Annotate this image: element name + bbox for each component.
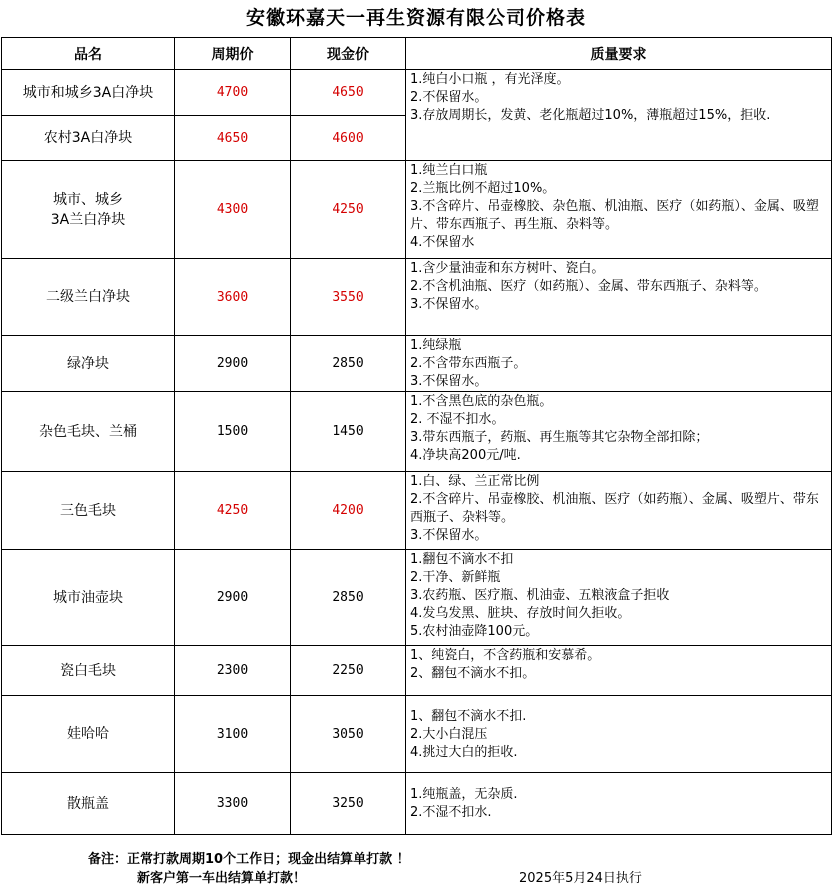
product-name-line: 二级兰白净块 bbox=[46, 289, 130, 305]
quality-requirements bbox=[406, 70, 832, 161]
product-name-line: 绿净块 bbox=[67, 355, 109, 372]
page-title: 安徽环嘉天一再生资源有限公司价格表 bbox=[245, 7, 586, 29]
footer-note-new-customer: 新客户第一车出结算单打款！ bbox=[137, 871, 307, 886]
header-cash-price: 现金价 bbox=[291, 38, 406, 70]
requirement-line: 1、纯瓷白，不含药瓶和安慕希。 bbox=[410, 648, 601, 663]
cash-price: 4650 bbox=[291, 70, 406, 116]
product-name-line: 散瓶盖 bbox=[67, 795, 109, 812]
cash-price: 1450 bbox=[291, 392, 406, 472]
product-name bbox=[2, 161, 175, 259]
cash-price: 2250 bbox=[291, 646, 406, 696]
footer bbox=[0, 840, 832, 893]
product-name bbox=[2, 550, 175, 646]
period-price: 3300 bbox=[175, 773, 291, 835]
quality-requirements bbox=[406, 472, 832, 550]
period-price: 3600 bbox=[175, 259, 291, 336]
requirement-line: 2.不湿不扣水. bbox=[410, 805, 492, 820]
requirement-line: 5.农村油壶降100元。 bbox=[410, 624, 539, 639]
requirement-line: 3.不含碎片、吊壶橡胶、杂色瓶、机油瓶、医疗（如药瓶）、金属、吸塑片、带东西瓶子、再生瓶、杂料等。 bbox=[410, 199, 819, 232]
footer-note-payment: 备注：正常打款周期10个工作日；现金出结算单打款 ！ bbox=[88, 852, 410, 867]
table-row bbox=[2, 550, 832, 646]
quality-requirements bbox=[406, 336, 832, 392]
cash-price: 3250 bbox=[291, 773, 406, 835]
table-row bbox=[2, 696, 832, 773]
cash-price: 3550 bbox=[291, 259, 406, 336]
product-name-line: 三色毛块 bbox=[60, 502, 116, 519]
requirement-line: 2.不含带东西瓶子。 bbox=[410, 356, 527, 371]
period-price: 4700 bbox=[175, 70, 291, 116]
requirement-line: 1.不含黑色底的杂色瓶。 bbox=[410, 394, 553, 409]
requirement-line: 2.不含机油瓶、医疗（如药瓶）、金属、带东西瓶子、杂料等。 bbox=[410, 279, 767, 294]
requirement-line: 2.干净、新鲜瓶 bbox=[410, 570, 501, 585]
requirement-line: 2.不含碎片、吊壶橡胶、机油瓶、医疗（如药瓶）、金属、吸塑片、带东西瓶子、杂料等。 bbox=[410, 492, 819, 525]
cash-price: 2850 bbox=[291, 336, 406, 392]
footer-effective-date: 2025年5月24日执行 bbox=[519, 871, 642, 886]
cash-price: 3050 bbox=[291, 696, 406, 773]
requirement-line: 1.纯绿瓶 bbox=[410, 338, 462, 353]
table-row bbox=[2, 336, 832, 392]
requirement-line: 4.发乌发黑、脏块、存放时间久拒收。 bbox=[410, 606, 631, 621]
period-price: 2900 bbox=[175, 336, 291, 392]
product-name-line: 娃哈哈 bbox=[67, 726, 109, 742]
price-table bbox=[1, 37, 832, 835]
table-row bbox=[2, 773, 832, 835]
requirement-line: 3.带东西瓶子，药瓶、再生瓶等其它杂物全部扣除； bbox=[410, 430, 709, 445]
period-price: 3100 bbox=[175, 696, 291, 773]
period-price: 2300 bbox=[175, 646, 291, 696]
quality-requirements bbox=[406, 259, 832, 336]
requirement-line: 1.纯瓶盖，无杂质. bbox=[410, 787, 518, 802]
quality-requirements bbox=[406, 392, 832, 472]
quality-requirements bbox=[406, 646, 832, 696]
table-row bbox=[2, 392, 832, 472]
product-name-line: 农村3A白净块 bbox=[43, 130, 133, 146]
product-name bbox=[2, 70, 175, 116]
requirement-line: 3.存放周期长，发黄、老化瓶超过10%，薄瓶超过15%，拒收. bbox=[410, 108, 771, 123]
product-name-line: 瓷白毛块 bbox=[60, 662, 116, 679]
requirement-line: 1.白、绿、兰正常比例 bbox=[410, 474, 540, 489]
requirement-line: 2、翻包不滴水不扣。 bbox=[410, 666, 536, 681]
requirement-line: 1.纯兰白口瓶 bbox=[410, 163, 488, 178]
product-name-line: 城市、城乡 bbox=[53, 191, 123, 208]
quality-requirements bbox=[406, 773, 832, 835]
table-body bbox=[2, 70, 832, 835]
period-price: 4650 bbox=[175, 116, 291, 161]
header-name: 品名 bbox=[2, 38, 175, 70]
product-name bbox=[2, 773, 175, 835]
table-row bbox=[2, 161, 832, 259]
product-name bbox=[2, 259, 175, 336]
product-name bbox=[2, 472, 175, 550]
quality-requirements bbox=[406, 696, 832, 773]
header-period-price: 周期价 bbox=[175, 38, 291, 70]
requirement-line: 1、翻包不滴水不扣. bbox=[410, 708, 527, 724]
product-name-line: 3A兰白净块 bbox=[50, 211, 126, 228]
product-name-line: 城市油壶块 bbox=[53, 589, 123, 606]
requirement-line: 1.含少量油壶和东方树叶、瓷白。 bbox=[410, 261, 605, 276]
table-row bbox=[2, 70, 832, 116]
requirement-line: 2.不保留水。 bbox=[410, 90, 488, 105]
table-row bbox=[2, 646, 832, 696]
table-row bbox=[2, 259, 832, 336]
period-price: 2900 bbox=[175, 550, 291, 646]
cash-price: 4250 bbox=[291, 161, 406, 259]
requirement-line: 1.纯白小口瓶 ，有光泽度。 bbox=[410, 72, 570, 87]
cash-price: 4600 bbox=[291, 116, 406, 161]
product-name bbox=[2, 392, 175, 472]
product-name-line: 杂色毛块、兰桶 bbox=[39, 423, 137, 440]
requirement-line: 4.挑过大白的拒收. bbox=[410, 744, 518, 760]
requirement-line: 2.大小白混压 bbox=[410, 726, 488, 742]
table-row bbox=[2, 472, 832, 550]
requirement-line: 1.翻包不滴水不扣 bbox=[410, 552, 514, 567]
requirement-line: 3.农药瓶、医疗瓶、机油壶、五粮液盒子拒收 bbox=[410, 588, 670, 603]
cash-price: 2850 bbox=[291, 550, 406, 646]
requirement-line: 2. 不湿不扣水。 bbox=[410, 412, 505, 427]
header-quality: 质量要求 bbox=[406, 38, 832, 70]
product-name bbox=[2, 696, 175, 773]
requirement-line: 3.不保留水。 bbox=[410, 528, 488, 543]
product-name bbox=[2, 336, 175, 392]
requirement-line: 4.不保留水 bbox=[410, 235, 475, 250]
requirement-line: 3.不保留水。 bbox=[410, 374, 488, 389]
product-name bbox=[2, 116, 175, 161]
requirement-line: 4.净块高200元/吨. bbox=[410, 448, 521, 463]
requirement-line: 2.兰瓶比例不超过10%。 bbox=[410, 181, 556, 196]
requirement-line: 3.不保留水。 bbox=[410, 297, 488, 312]
product-name-line: 城市和城乡3A白净块 bbox=[22, 84, 154, 101]
table-header-row bbox=[2, 38, 832, 70]
quality-requirements bbox=[406, 161, 832, 259]
period-price: 4300 bbox=[175, 161, 291, 259]
quality-requirements bbox=[406, 550, 832, 646]
cash-price: 4200 bbox=[291, 472, 406, 550]
period-price: 4250 bbox=[175, 472, 291, 550]
period-price: 1500 bbox=[175, 392, 291, 472]
product-name bbox=[2, 646, 175, 696]
